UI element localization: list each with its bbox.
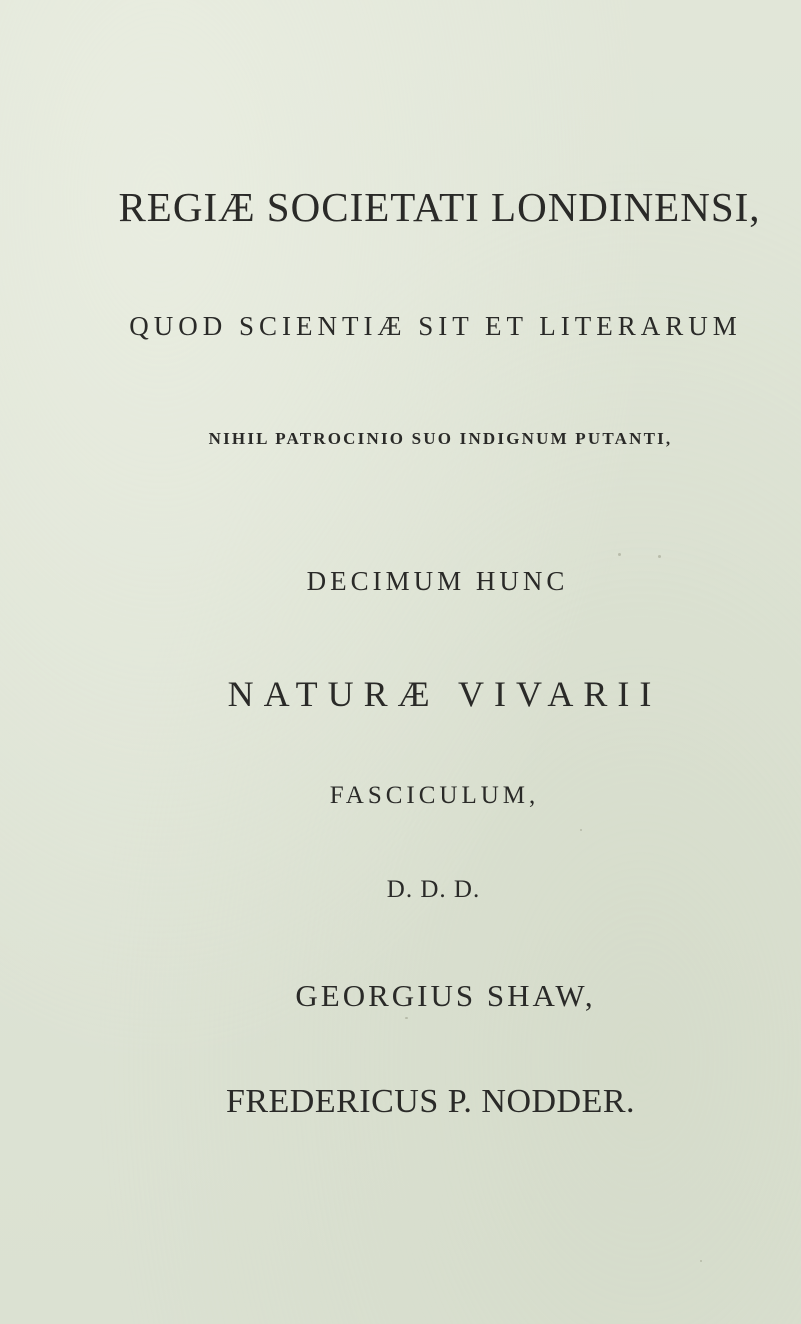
paper-speck: [580, 829, 582, 831]
dedication-object-1: DECIMUM HUNC: [306, 566, 569, 596]
dedication-clause-1: QUOD SCIENTIÆ SIT ET LITERARUM: [129, 311, 742, 341]
author-name: GEORGIUS SHAW,: [295, 978, 596, 1013]
paper-speck: [658, 555, 661, 558]
dedication-formula: D. D. D.: [386, 876, 481, 903]
illustrator-name: FREDERICUS P. NODDER.: [225, 1083, 636, 1120]
paper-speck: [618, 553, 621, 556]
paper-speck: [405, 1017, 408, 1019]
dedication-clause-2: NIHIL PATROCINIO SUO INDIGNUM PUTANTI,: [208, 429, 673, 448]
work-title: NATURÆ VIVARII: [227, 674, 662, 714]
dedication-recipient: REGIÆ SOCIETATI LONDINENSI,: [118, 184, 761, 230]
dedication-object-2: FASCICULUM,: [329, 782, 540, 809]
paper-speck: [700, 1260, 702, 1262]
